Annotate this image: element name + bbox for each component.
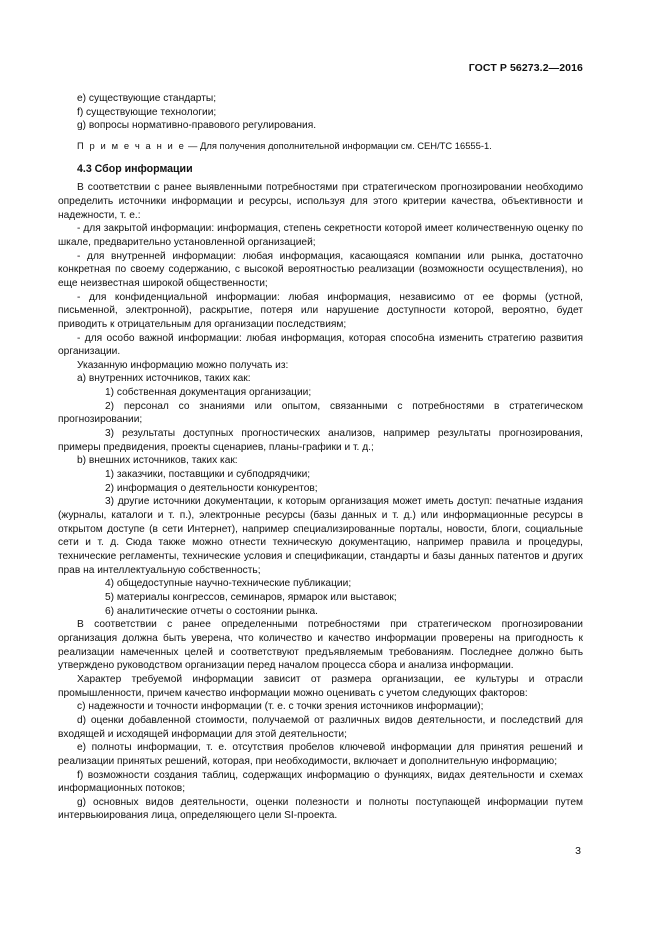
paragraph: e) полноты информации, т. е. отсутствия пробелов ключевой информации для принятия решений и реализации принятых решений, которая, при необходимости, включает и дополнительную информацию; <box>58 742 583 767</box>
paragraph: 1) собственная документация организации; <box>105 387 312 399</box>
paragraph: 4) общедоступные научно-технические публикации; <box>105 578 352 590</box>
paragraph: В соответствии с ранее выявленными потребностями при стратегическом прогнозировании необходимо определить источники информации и ресурсы, используя для этого критерии качества, объективности и надежности, т. е.: <box>58 182 583 221</box>
paragraph: 6) аналитические отчеты о состоянии рынка. <box>105 605 318 617</box>
paragraph: d) оценки добавленной стоимости, получаемой от различных видов деятельности, и последствий для входящей и исходящей информации для этой деятельности; <box>58 714 583 740</box>
document-body <box>58 92 583 823</box>
paragraph: 5) материалы конгрессов, семинаров, ярмарок или выставок; <box>105 591 397 603</box>
section-heading: 4.3 Сбор информации <box>77 162 193 175</box>
paragraph: - для закрытой информации: информация, степень секретности которой имеет количественную оценку по шкале, предварительно установленной организацией; <box>58 223 583 248</box>
paragraph: g) основных видов деятельности, оценки полезности и полноты поступающей информации путем интервьюирования лица, определяющего цели SI-проекта. <box>58 796 583 822</box>
page-number: 3 <box>575 845 581 857</box>
list-item: f) существующие технологии; <box>77 106 217 118</box>
note-label: П р и м е ч а н и е <box>77 139 186 151</box>
paragraph: - для особо важной информации: любая информация, которая способна изменить стратегию развития организации. <box>58 332 583 358</box>
paragraph: c) надежности и точности информации (т. е. с точки зрения источников информации); <box>77 701 484 713</box>
paragraph: - для внутренней информации: любая информация, касающаяся компании или рынка, достаточно конкретная по своему содержанию, с высокой вероятностью реализации (возможности осуществления), но еще неизвестная широкой общественности; <box>58 250 583 289</box>
note-text: — Для получения дополнительной информации см. CEH/TC 16555-1. <box>185 139 492 151</box>
paragraph: - для конфиденциальной информации: любая информация, независимо от ее формы (устной, письменной, электронной), раскрытие, потеря или нарушение доступности которой, вероятно, будет приводить к отрицательным для организации последствиям; <box>58 291 583 330</box>
paragraph: В соответствии с ранее определенными потребностями при стратегическом прогнозировании организация должна быть уверена, что количество и качество информации проверены на пригодность к реализации намеченных целей и соответствуют предъявляемым требованиям. Последнее должно быть утверждено руководством организации перед началом процесса сбора и анализа информации. <box>58 619 583 672</box>
list-item: e) существующие стандарты; <box>77 93 217 104</box>
paragraph: 2) персонал со знаниями или опытом, связанными с потребностями в стратегическом прогнозировании; <box>58 400 583 426</box>
document-header: ГОСТ Р 56273.2—2016 <box>468 62 583 74</box>
paragraph: 2) информация о деятельности конкурентов; <box>105 482 318 494</box>
paragraph: 3) другие источники документации, к которым организация может иметь доступ: печатные издания (журналы, каталоги и т. п.), электронные ресурсы (базы данных и т. д.) или информационные ресурсы в открытом доступе (в сети Интернет), например специализированные порталы, новости, блоги, социальные сети и т. д. Сюда также можно отнести техническую документацию, например правила и процедуры, технические регламенты, технические условия и спецификации, стандарты и базы данных патентов и других прав на интеллектуальную собственность; <box>58 496 583 576</box>
paragraph: Характер требуемой информации зависит от размера организации, ее культуры и отрасли промышленности, причем качество информации можно оценивать с учетом следующих факторов: <box>58 673 583 699</box>
section-body <box>58 181 583 823</box>
paragraph: 1) заказчики, поставщики и субподрядчики; <box>105 469 311 481</box>
paragraph: 3) результаты доступных прогностических анализов, например результаты прогнозирования, примеры предвидения, проекты сценариев, планы-графики и т. д.; <box>58 428 583 453</box>
list-item: g) вопросы нормативно-правового регулирования. <box>77 120 317 132</box>
paragraph: a) внутренних источников, таких как: <box>77 373 251 385</box>
paragraph: b) внешних источников, таких как: <box>77 455 238 467</box>
note <box>58 139 583 153</box>
paragraph: Указанную информацию можно получать из: <box>77 359 289 371</box>
paragraph: f) возможности создания таблиц, содержащих информацию о функциях, видах деятельности и схемах информационных потоков; <box>58 769 583 795</box>
